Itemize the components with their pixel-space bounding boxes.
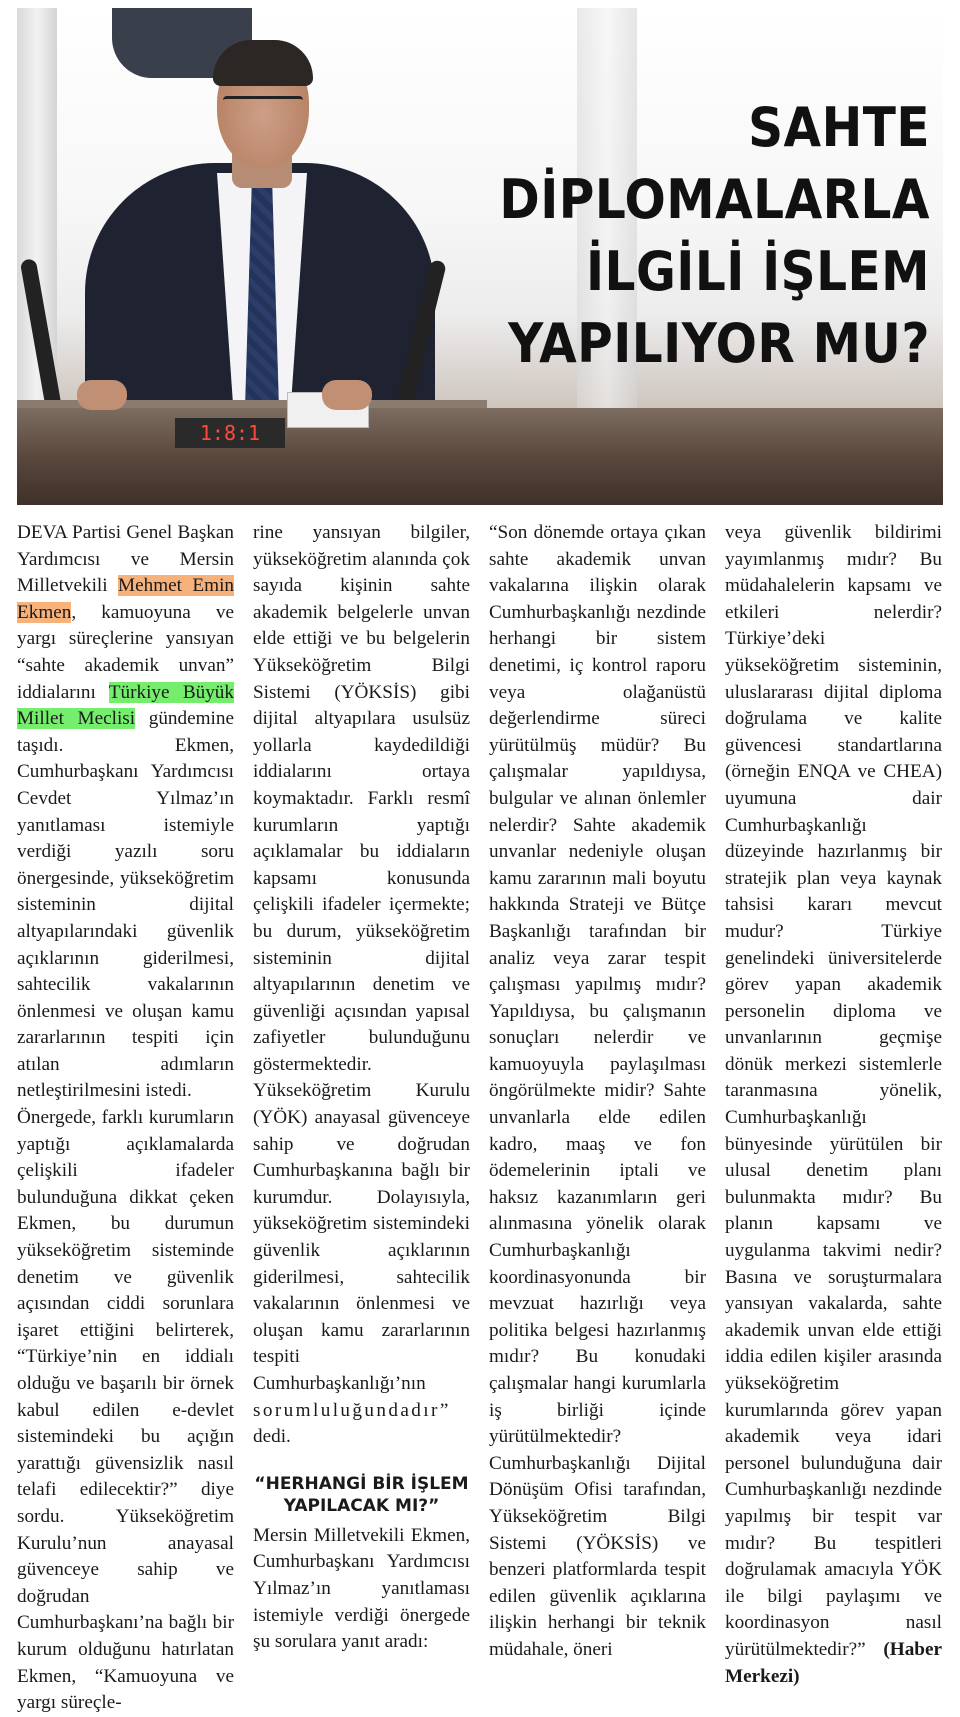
paragraph xyxy=(253,520,470,1451)
headline-line: İLGİLİ İŞLEM xyxy=(585,240,930,303)
text-run: sorumluluğundadır” xyxy=(253,1399,451,1421)
text-run: gündemine taşıdı. Ekmen, Cumhurbaşkanı Yardımcısı Cevdet Yılmaz’ın yanıtlaması istemiyle verdiği yazılı soru önergesinde, yükseköğretim sisteminin dijital altyapılarındaki güvenlik açıklarının giderilmesi, sahtecilik vakalarının önlenmesi ve oluşan kamu zararlarının tespiti için atılan adımların netleştirilmesini istedi. xyxy=(17,708,234,1102)
author-credit: (Haber Merkezi) xyxy=(725,1638,942,1687)
right-hand xyxy=(322,380,372,410)
podium-display: 1:8:1 xyxy=(175,418,285,448)
headline-line: SAHTE xyxy=(748,96,930,159)
highlighted-name: Mehmet Emin Ekmen xyxy=(17,575,234,623)
speaker-glasses xyxy=(223,96,303,115)
paragraph xyxy=(725,520,942,1690)
text-run: DEVA Partisi Genel Başkan Yardımcısı ve Mersin Milletvekili xyxy=(17,522,234,597)
paragraph: “Son dönemde ortaya çıkan sahte akademik unvan vakalarına ilişkin olarak Cumhurbaşkanlığı nezdinde herhangi bir sistem denetimi, iç kontrol raporu veya olağanüstü değerlendirme süreci yürütülmüş müdür? Bu çalışmalar yapıldıysa, bulgular ve alınan önlemler nelerdir? Sahte akademik unvanlar nedeniyle oluşan kamu zararının mali boyutu hakkında Strateji ve Bütçe Başkanlığı tarafından bir analiz veya zarar tespit çalışması yapılmış mıdır? Yapıldıysa, bu çalışmanın sonuçları nelerdir ve kamuoyuyla paylaşılması öngörülmekte midir? Sahte unvanlarla elde edilen kadro, maaş ve fon ödemelerinin iptali ve haksız kazanımların geri alınmasına yönelik olarak Cumhurbaşkanlığı koordinasyonunda bir mevzuat hazırlığı veya politika belgesi hazırlanmış mıdır? Bu konudaki çalışmalar hangi kurumlarla iş birliği içinde yürütülmektedir? Cumhurbaşkanlığı Dijital Dönüşüm Ofisi tarafından, Yükseköğretim Bilgi Sistemi (YÖKSİS) ve benzeri platformlarda tespit edilen güvenlik açıklarına ilişkin herhangi bir teknik müdahale, öneri xyxy=(489,522,706,1660)
article-body xyxy=(17,520,943,1714)
text-run: rine yansıyan bilgiler, yükseköğretim alanında çok sayıda kişinin sahte akademik belgelerle unvan elde ettiği ve bu belgelerin Yükseköğretim Bilgi Sistemi (YÖKSİS) gibi dijital altyapılara usulsüz yollarla kaydedildiği iddialarını ortaya koymaktadır. Farklı resmî kurumların yaptığı açıklamalar bu iddiaların kapsamı konusunda çelişkili ifadeler içermekte; bu durum, yükseköğretim sisteminin dijital altyapılarının denetim ve güvenliği açısından yapısal zafiyetler bulunduğunu göstermektedir. Yükseköğretim Kurulu (YÖK) anayasal güvenceye sahip ve doğrudan Cumhurbaşkanına bağlı bir kurumdur. Dolayısıyla, yükseköğretim sistemindeki güvenlik açıklarının giderilmesi, sahtecilik vakalarının önlenmesi ve oluşan kamu zararlarının tespiti Cumhurbaşkanlığı’nın xyxy=(253,522,470,1394)
podium xyxy=(17,408,943,505)
headline-line: DİPLOMALARLA xyxy=(499,168,930,231)
headline xyxy=(462,92,930,380)
article-column-3 xyxy=(489,520,706,1664)
headline-line: YAPILIYOR MU? xyxy=(508,312,930,375)
article-column-1 xyxy=(17,520,234,1717)
speaker-hair xyxy=(213,40,313,86)
paragraph: Önergede, farklı kurumların yaptığı açıklamalarda çelişkili ifadeler bulunduğuna dikkat çeken Ekmen, bu durumun yükseköğretim sisteminde denetim ve güvenlik açısından ciddi sorunlara işaret ettiğini belirterek, “Türkiye’nin en iddialı olduğu ve başarılı bir örnek kabul edilen e-devlet sistemindeki bu açığın yarattığı güvensizlik nasıl telafi edilecektir?” diye sordu. Yükseköğretim Kurulu’nun anayasal güvenceye sahip ve doğrudan Cumhurbaşkanı’na bağlı bir kurum olduğunu hatırlatan Ekmen, “Kamuoyuna ve yargı süreçle- xyxy=(17,1107,234,1714)
article-column-2 xyxy=(253,520,470,1656)
paragraph: Mersin Milletvekili Ekmen, Cumhurbaşkanı Yardımcısı Yılmaz’ın yanıtlaması istemiyle verdiği önergede şu sorulara yanıt aradı: xyxy=(253,1524,470,1653)
article-column-4 xyxy=(725,520,942,1690)
text-run: dedi. xyxy=(253,1426,291,1448)
highlighted-institution: Türkiye Büyük Millet Meclisi xyxy=(17,681,234,730)
text-run: veya güvenlik bildirimi yayımlanmış mıdır? Bu müdahalelerin kapsamı ve etkileri nelerdir? Türkiye’deki yükseköğretim sisteminin, uluslararası dijital diploma doğrulama ve kalite güvencesi standartlarına (örneğin ENQA ve CHEA) uyumuna dair Cumhurbaşkanlığı düzeyinde hazırlanmış bir stratejik plan veya kaynak tahsisi kararı mevcut mudur? Türkiye genelindeki üniversitelerde görev yapan akademik personelin diploma ve unvanlarının geçmişe dönük merkezi sistemlerle taranmasına yönelik, Cumhurbaşkanlığı bünyesinde yürütülen bir ulusal denetim planı bulunmakta mıdır? Bu planın kapsamı ve uygulanma takvimi nedir? Basına ve soruşturmalara yansıyan vakalarda, sahte akademik unvan elde ettiği iddia edilen kişiler arasında yükseköğretim kurumlarında görev yapan akademik veya idari personel bulunduğuna dair Cumhurbaşkanlığı nezdinde yapılmış bir tespit var mıdır? Bu tespitleri doğrulamak amacıyla YÖK ile bilgi paylaşımı ve koordinasyon nasıl yürütülmektedir?” xyxy=(725,522,942,1660)
subheading: “HERHANGİ BİR İŞLEM YAPILACAK MI?” xyxy=(254,1473,469,1516)
paragraph xyxy=(17,520,234,1105)
left-hand xyxy=(77,380,127,410)
text-run: , kamuoyuna ve yargı süreçlerine yansıyan “sahte akademik unvan” iddialarını xyxy=(17,601,234,703)
